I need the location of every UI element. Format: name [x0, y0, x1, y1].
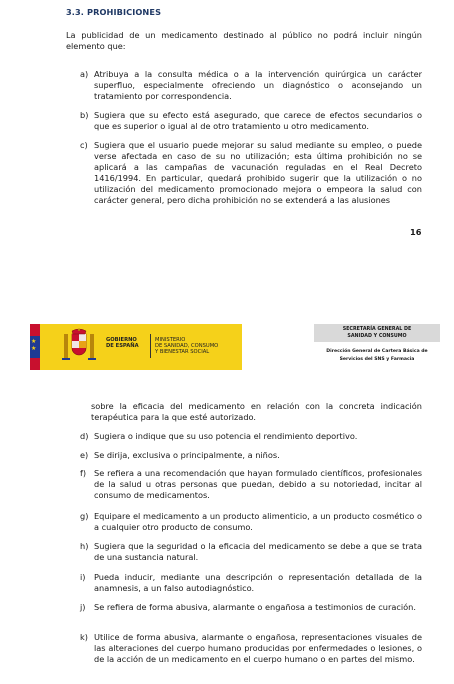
eu-flag-strip	[30, 324, 40, 370]
list-item-i	[80, 572, 422, 594]
page-separator	[0, 268, 454, 288]
list-item-label: g)	[80, 511, 89, 521]
list-item-label: h)	[80, 541, 89, 551]
list-item-text: Sugiera o indique que su uso potencia el rendimiento deportivo.	[94, 431, 358, 441]
list-item-label: j)	[80, 602, 86, 612]
ministry-label: MINISTERIO DE SANIDAD, CONSUMO Y BIENESTAR SOCIAL	[155, 337, 219, 356]
list-item-text: Equipare el medicamento a un producto alimenticio, a un producto cosmético o a cualquier otro producto de consumo.	[94, 511, 422, 532]
coat-of-arms-icon	[60, 328, 98, 366]
secretaria-box: SECRETARÍA GENERAL DE SANIDAD Y CONSUMO	[314, 324, 440, 342]
document-page-16	[0, 0, 454, 268]
direccion-label: Dirección General de Cartera Básica de Servicios del SNS y Farmacia	[326, 349, 428, 362]
list-item-b	[80, 110, 422, 132]
list-item-label: f)	[80, 468, 87, 478]
government-label: GOBIERNO DE ESPAÑA	[106, 337, 139, 350]
list-item-label: k)	[80, 632, 88, 642]
document-page-17	[0, 288, 454, 684]
list-item-text: Utilice de forma abusiva, alarmante o engañosa, representaciones visuales de las alteraciones del cuerpo humano producidas por enfermedades o lesiones, o de la acción de un medicamento en el cuerpo humano o en partes del mismo.	[94, 632, 422, 664]
page-header	[30, 324, 440, 376]
list-item-label: b)	[80, 110, 89, 120]
list-item-label: a)	[80, 69, 89, 79]
list-item-text: Sugiera que el usuario puede mejorar su salud mediante su empleo, o puede verse afectada en caso de su no utilización; esta última prohibición no se aplicará a las campañas de vacunación reguladas en el Real Decreto 1416/1994. En particular, quedará prohibido sugerir que la utilización o no utilización del medicamento promocionado mejora o empeora la salud con carácter general, pero dicha prohibición no se extenderá a las alusiones	[94, 140, 422, 205]
page-number: 16	[410, 227, 422, 237]
intro-paragraph: La publicidad de un medicamento destinado al público no podrá incluir ningún elemento que:	[66, 30, 422, 51]
list-item-a	[80, 69, 422, 102]
logo-divider	[150, 334, 151, 358]
continuation-paragraph: sobre la eficacia del medicamento en relación con la concreta indicación terapéutica para la que esté autorizado.	[91, 401, 422, 422]
list-item-label: d)	[80, 431, 89, 441]
government-logo-band	[30, 324, 242, 370]
list-item-text: Se refiera de forma abusiva, alarmante o engañosa a testimonios de curación.	[94, 602, 416, 612]
list-item-text: Pueda inducir, mediante una descripción o representación detallada de la anamnesis, a un falso autodiagnóstico.	[94, 572, 422, 593]
list-item-g	[80, 511, 422, 533]
list-item-k	[80, 632, 422, 665]
list-item-text: Atribuya a la consulta médica o a la intervención quirúrgica un carácter superfluo, especialmente ofreciendo un diagnóstico o aconsejando un tratamiento por correspondencia.	[94, 69, 422, 101]
list-item-f	[80, 468, 422, 501]
eu-stars-icon: ★ ★	[31, 338, 37, 352]
list-item-e	[80, 450, 422, 461]
list-item-j	[80, 602, 422, 613]
list-item-label: c)	[80, 140, 88, 150]
list-item-label: i)	[80, 572, 86, 582]
list-item-text: Sugiera que la seguridad o la eficacia del medicamento se debe a que se trata de una sustancia natural.	[94, 541, 422, 562]
list-item-c	[80, 140, 422, 206]
section-title: 3.3. PROHIBICIONES	[66, 7, 162, 17]
list-item-text: Se refiera a una recomendación que hayan formulado científicos, profesionales de la salud u otras personas que puedan, debido a su notoriedad, incitar al consumo de medicamentos.	[94, 468, 422, 500]
list-item-text: Se dirija, exclusiva o principalmente, a niños.	[94, 450, 280, 460]
list-item-text: Sugiera que su efecto está asegurado, que carece de efectos secundarios o que es superior o igual al de otro tratamiento u otro medicamento.	[94, 110, 422, 131]
list-item-h	[80, 541, 422, 563]
list-item-label: e)	[80, 450, 89, 460]
list-item-d	[80, 431, 422, 442]
